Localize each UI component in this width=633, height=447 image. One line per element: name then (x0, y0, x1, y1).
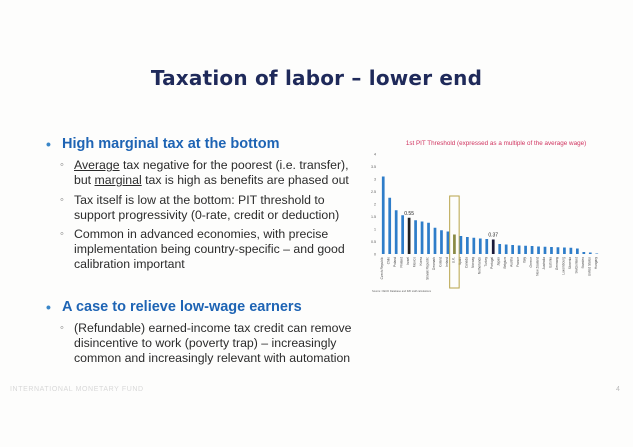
x-tick-label: Turkey (483, 257, 488, 267)
x-tick-label: United States (587, 257, 592, 277)
x-tick-label: Greece (529, 257, 534, 268)
sub-bullet-2-text: Tax itself is low at the bottom: PIT threshold to support progressivity (0-rate, credit or deduction) (74, 193, 340, 223)
text-part: tax negative for the poorest (i.e. transfer), but (74, 158, 349, 188)
x-tick-label: Spain (457, 257, 462, 266)
bar-iceland (440, 230, 443, 254)
x-tick-label: Finland (399, 257, 404, 268)
text-part: tax is high as benefits are phased out (141, 173, 349, 188)
pit-threshold-chart (360, 148, 630, 298)
bar-korea (421, 222, 424, 255)
y-tick-label: 2 (374, 202, 376, 207)
x-tick-label: Austria (509, 257, 514, 267)
y-tick-label: 4 (374, 152, 376, 157)
x-tick-label: Sweden (580, 257, 585, 269)
x-tick-label: Slovenia (567, 257, 572, 270)
y-tick-label: 3.5 (371, 165, 376, 169)
y-tick-label: 1.5 (371, 215, 376, 219)
bar-italy (524, 246, 527, 254)
x-tick-label: Belgium (503, 257, 508, 269)
bar-turkey (485, 239, 488, 254)
source-note: Source: OECD Database and IMF staff calculations (372, 290, 432, 293)
bar-switzerland (576, 249, 579, 255)
text-average: Average (74, 158, 120, 172)
bar-denmark (434, 228, 437, 254)
x-tick-label: Japan (496, 257, 501, 266)
text-marginal: marginal (94, 173, 142, 188)
sub-bullet-3 (60, 227, 370, 273)
chart-title: 1st PIT Threshold (expressed as a multiple of the average wage) (405, 140, 587, 147)
x-tick-label: New Zealand (535, 257, 540, 276)
bar-czech-republic (382, 177, 385, 255)
bar-u-k- (453, 235, 456, 255)
bar-france (518, 246, 521, 255)
bullet-heading-2 (46, 299, 302, 315)
bar-estonia (550, 247, 553, 254)
x-tick-label: Netherlands (477, 257, 482, 275)
bullet-heading-1-text: High marginal tax at the bottom (62, 136, 280, 152)
x-tick-label: Germany (554, 257, 559, 271)
bar-luxembourg (563, 248, 566, 255)
bar-austria (511, 245, 514, 254)
bar-hungary (595, 254, 598, 255)
bullet-heading-2-text: A case to relieve low-wage earners (62, 299, 302, 315)
x-tick-label: Hungary (593, 257, 598, 270)
bar-mexico (414, 220, 417, 254)
x-tick-label: Switzerland (574, 257, 579, 274)
sub-bullet-4-text: (Refundable) earned-income tax credit can remove disincentive to work (poverty trap) – increasingly common and increasingly relevant with automation (74, 321, 352, 366)
x-tick-label: Estonia (548, 257, 553, 268)
x-tick-label: Chile (386, 257, 391, 265)
x-tick-label: Australia (542, 257, 546, 270)
x-tick-label: Slovak Republic (425, 257, 430, 280)
bar-united-states (589, 253, 592, 255)
x-tick-label: Israel (406, 257, 411, 265)
bar-slovenia (570, 248, 573, 254)
sub-bullet-2 (60, 193, 346, 223)
sub-bullet-3-text: Common in advanced economies, with precise implementation being country-specific – and good calibration important (74, 227, 345, 272)
x-tick-label: France (516, 257, 521, 267)
bar-ireland (447, 232, 450, 255)
x-tick-label: Mexico (412, 257, 417, 268)
sub-bullet-1 (60, 158, 368, 188)
bar-australia (544, 247, 547, 254)
bullet-dot-icon: • (46, 136, 51, 152)
bar-poland (395, 210, 398, 254)
slide-title: Taxation of labor – lower end (150, 66, 483, 90)
bar-netherlands (479, 239, 482, 255)
sub-bullet-marker-icon: ◦ (60, 194, 64, 206)
bar-finland (401, 215, 404, 254)
bar-portugal (492, 240, 495, 255)
x-tick-label: Czech Republic (380, 257, 385, 280)
x-tick-label: Canada (464, 257, 469, 269)
sub-bullet-4 (60, 321, 370, 367)
x-tick-label: Portugal (490, 257, 495, 269)
bar-spain (460, 236, 463, 254)
x-tick-label: Iceland (438, 257, 443, 268)
bar-chile (388, 198, 391, 254)
bar-new-zealand (537, 247, 540, 255)
x-tick-label: Denmark (432, 257, 436, 270)
sub-bullet-marker-icon: ◦ (60, 159, 64, 171)
footer-org-name: INTERNATIONAL MONETARY FUND (10, 386, 144, 393)
data-label: 0.55 (404, 210, 414, 217)
sub-bullet-marker-icon: ◦ (60, 322, 64, 334)
y-tick-label: 1 (374, 227, 376, 232)
x-tick-label: Ireland (444, 257, 449, 267)
bar-japan (498, 244, 501, 254)
bar-belgium (505, 245, 508, 255)
sub-bullet-marker-icon: ◦ (60, 228, 64, 240)
bullet-heading-1 (46, 136, 280, 152)
bar-sweden (582, 252, 585, 254)
y-tick-label: 2.5 (371, 190, 376, 194)
bar-norway (472, 238, 475, 254)
bar-greece (531, 246, 534, 254)
bar-israel (408, 218, 411, 254)
page-number: 4 (616, 386, 620, 393)
x-tick-label: Norway (470, 257, 475, 268)
x-tick-label: U.K. (451, 257, 456, 264)
data-label: 0.37 (488, 232, 499, 239)
bar-canada (466, 237, 469, 254)
bullet-dot-icon: • (46, 299, 51, 315)
bar-slovak-republic (427, 223, 430, 254)
y-tick-label: 0.5 (371, 240, 376, 244)
x-tick-label: Italy (522, 257, 527, 263)
bar-germany (557, 247, 560, 254)
x-tick-label: Korea (419, 257, 424, 266)
x-tick-label: Poland (393, 257, 398, 267)
y-tick-label: 3 (374, 177, 376, 182)
x-tick-label: Luxembourg (561, 257, 566, 275)
y-tick-label: 0 (374, 252, 376, 257)
